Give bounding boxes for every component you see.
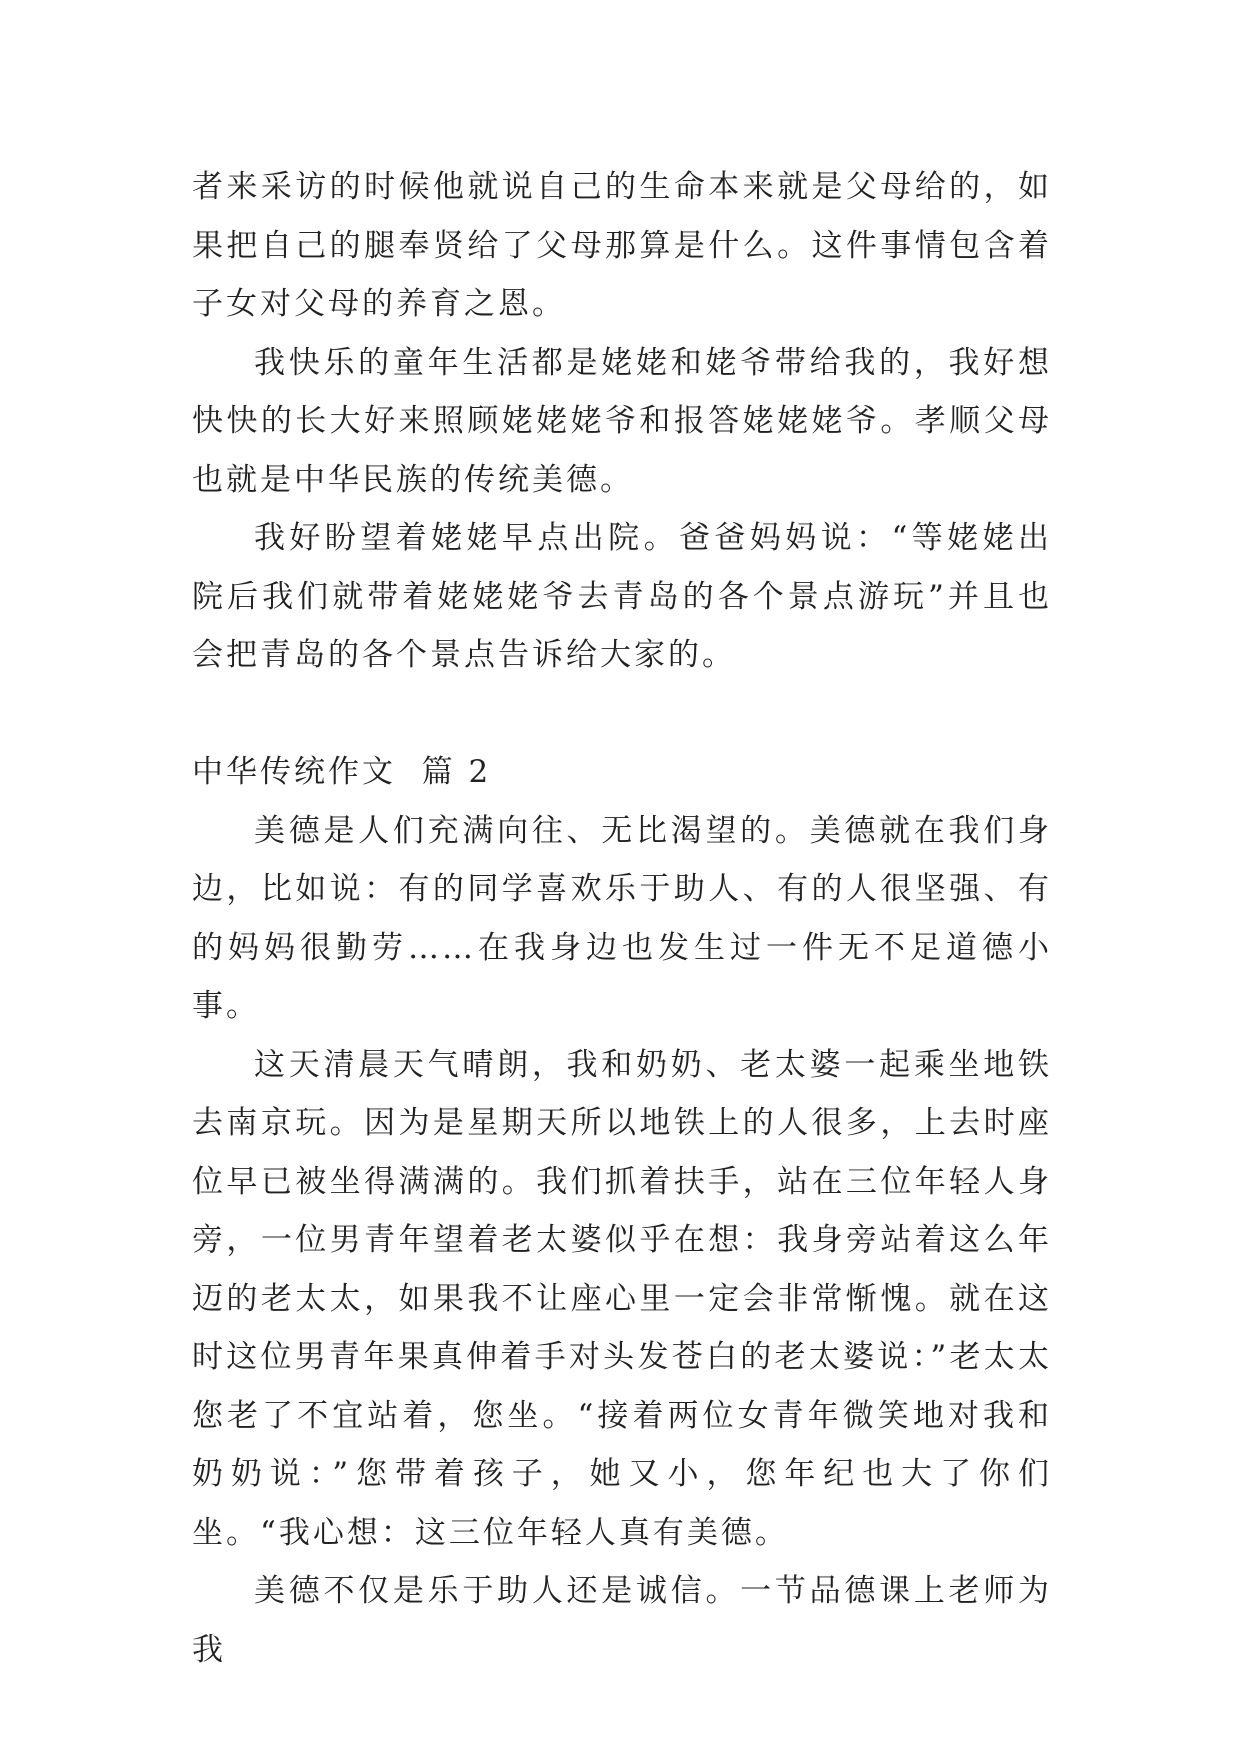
section-title: 中华传统作文 篇 2	[192, 754, 492, 790]
paragraph-honesty: 美德不仅是乐于助人还是诚信。一节品德课上老师为我	[192, 1573, 1052, 1668]
paragraph-subway-story: 这天清晨天气晴朗，我和奶奶、老太婆一起乘坐地铁去南京玩。因为是星期天所以地铁上的人很多，上去时座位早已被坐得满满的。我们抓着扶手，站在三位年轻人身旁，一位男青年望着老太婆似乎在想：我身旁站着这么年迈的老太太，如果我不让座心里一定会非常惭愧。就在这时这位男青年果真伸着手对头发苍白的老太婆说：”老太太您老了不宜站着，您坐。“接着两位女青年微笑地对我和奶奶说：”您带着孩子，她又小，您年纪也大了你们坐。“我心想：这三位年轻人真有美德。	[192, 1046, 1052, 1551]
paragraph-continued: 者来采访的时候他就说自己的生命本来就是父母给的，如果把自己的腿奉贤给了父母那算是什么。这件事情包含着子女对父母的养育之恩。	[192, 169, 1052, 322]
paragraph-childhood: 我快乐的童年生活都是姥姥和姥爷带给我的，我好想快快的长大好来照顾姥姥姥爷和报答姥姥姥爷。孝顺父母也就是中华民族的传统美德。	[192, 344, 1052, 498]
paragraph-virtue-intro: 美德是人们充满向往、无比渴望的。美德就在我们身边，比如说：有的同学喜欢乐于助人、有的人很坚强、有的妈妈很勤劳……在我身边也发生过一件无不足道德小事。	[192, 812, 1052, 1024]
section-spacer	[192, 685, 1052, 744]
document-body	[192, 158, 1052, 1679]
paragraph-hospital: 我好盼望着姥姥早点出院。爸爸妈妈说：“等姥姥出院后我们就带着姥姥姥爷去青岛的各个景点游玩”并且也会把青岛的各个景点告诉给大家的。	[192, 520, 1052, 673]
